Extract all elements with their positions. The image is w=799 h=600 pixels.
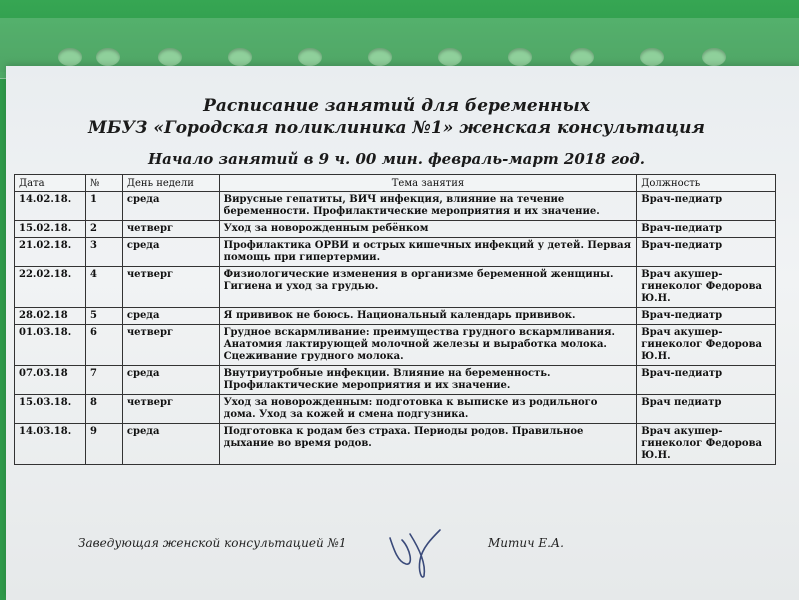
cell-num: 7 xyxy=(85,366,122,395)
cell-date: 22.02.18. xyxy=(15,267,86,308)
cell-date: 07.03.18 xyxy=(15,366,86,395)
cell-day: среда xyxy=(122,424,219,465)
cell-topic: Я прививок не боюсь. Национальный календарь прививок. xyxy=(219,308,637,325)
cell-date: 21.02.18. xyxy=(15,238,86,267)
schedule-table xyxy=(14,174,776,465)
cell-topic: Подготовка к родам без страха. Периоды родов. Правильное дыхание во время родов. xyxy=(219,424,637,465)
punch-hole xyxy=(228,48,252,66)
cell-position: Врач-педиатр xyxy=(637,366,776,395)
cell-topic: Внутриутробные инфекции. Влияние на беременность. Профилактические мероприятия и их значение. xyxy=(219,366,637,395)
cell-topic: Вирусные гепатиты, ВИЧ инфекция, влияние на течение беременности. Профилактические мероприятия и их значение. xyxy=(219,192,637,221)
cell-topic: Уход за новорожденным: подготовка к выписке из родильного дома. Уход за кожей и смена подгузника. xyxy=(219,395,637,424)
punch-hole xyxy=(158,48,182,66)
cell-day: среда xyxy=(122,238,219,267)
punch-hole xyxy=(438,48,462,66)
cell-num: 5 xyxy=(85,308,122,325)
header-topic: Тема занятия xyxy=(219,175,637,192)
table-row xyxy=(15,192,776,221)
cell-num: 3 xyxy=(85,238,122,267)
punch-hole xyxy=(640,48,664,66)
cell-day: четверг xyxy=(122,325,219,366)
table-row xyxy=(15,267,776,308)
cell-topic: Физиологические изменения в организме беременной женщины. Гигиена и уход за грудью. xyxy=(219,267,637,308)
header-num: № xyxy=(85,175,122,192)
punch-hole xyxy=(570,48,594,66)
handwritten-signature xyxy=(380,520,450,580)
cell-position: Врач-педиатр xyxy=(637,308,776,325)
cell-date: 15.02.18. xyxy=(15,221,86,238)
punch-hole xyxy=(96,48,120,66)
table-row xyxy=(15,238,776,267)
table-header-row xyxy=(15,175,776,192)
cell-num: 9 xyxy=(85,424,122,465)
cell-num: 2 xyxy=(85,221,122,238)
cell-day: четверг xyxy=(122,221,219,238)
header-day: День недели xyxy=(122,175,219,192)
cell-position: Врач акушер-гинеколог Федорова Ю.Н. xyxy=(637,424,776,465)
cell-position: Врач акушер-гинеколог Федорова Ю.Н. xyxy=(637,267,776,308)
punch-hole xyxy=(508,48,532,66)
table-row xyxy=(15,221,776,238)
cell-day: среда xyxy=(122,192,219,221)
cell-date: 14.03.18. xyxy=(15,424,86,465)
cell-position: Врач-педиатр xyxy=(637,221,776,238)
punch-hole xyxy=(58,48,82,66)
punch-hole xyxy=(702,48,726,66)
cell-date: 28.02.18 xyxy=(15,308,86,325)
table-row xyxy=(15,325,776,366)
table-row xyxy=(15,366,776,395)
cell-topic: Профилактика ОРВИ и острых кишечных инфекций у детей. Первая помощь при гипертермии. xyxy=(219,238,637,267)
header-date: Дата xyxy=(15,175,86,192)
title-line-1: Расписание занятий для беременных xyxy=(203,96,590,116)
footer-head-title: Заведующая женской консультацией №1 xyxy=(78,536,347,550)
cell-num: 4 xyxy=(85,267,122,308)
cell-topic: Грудное вскармливание: преимущества грудного вскармливания. Анатомия лактирующей молочной железы и выработка молока. Сцеживание грудного молока. xyxy=(219,325,637,366)
table-row xyxy=(15,308,776,325)
table-row xyxy=(15,424,776,465)
cell-position: Врач акушер-гинеколог Федорова Ю.Н. xyxy=(637,325,776,366)
cell-date: 01.03.18. xyxy=(15,325,86,366)
cell-num: 8 xyxy=(85,395,122,424)
cell-day: четверг xyxy=(122,267,219,308)
punch-hole xyxy=(298,48,322,66)
cell-date: 15.03.18. xyxy=(15,395,86,424)
cell-num: 1 xyxy=(85,192,122,221)
title-line-2: МБУЗ «Городская поликлиника №1» женская консультация xyxy=(88,118,705,138)
cell-position: Врач-педиатр xyxy=(637,238,776,267)
cell-position: Врач педиатр xyxy=(637,395,776,424)
title-line-3: Начало занятий в 9 ч. 00 мин. февраль-март 2018 год. xyxy=(147,150,645,168)
cell-day: четверг xyxy=(122,395,219,424)
cell-date: 14.02.18. xyxy=(15,192,86,221)
cell-num: 6 xyxy=(85,325,122,366)
cell-position: Врач-педиатр xyxy=(637,192,776,221)
cell-day: среда xyxy=(122,366,219,395)
punch-hole xyxy=(368,48,392,66)
footer-head-name: Митич Е.А. xyxy=(488,536,564,550)
header-position: Должность xyxy=(637,175,776,192)
table-row xyxy=(15,395,776,424)
cell-topic: Уход за новорожденным ребёнком xyxy=(219,221,637,238)
cell-day: среда xyxy=(122,308,219,325)
